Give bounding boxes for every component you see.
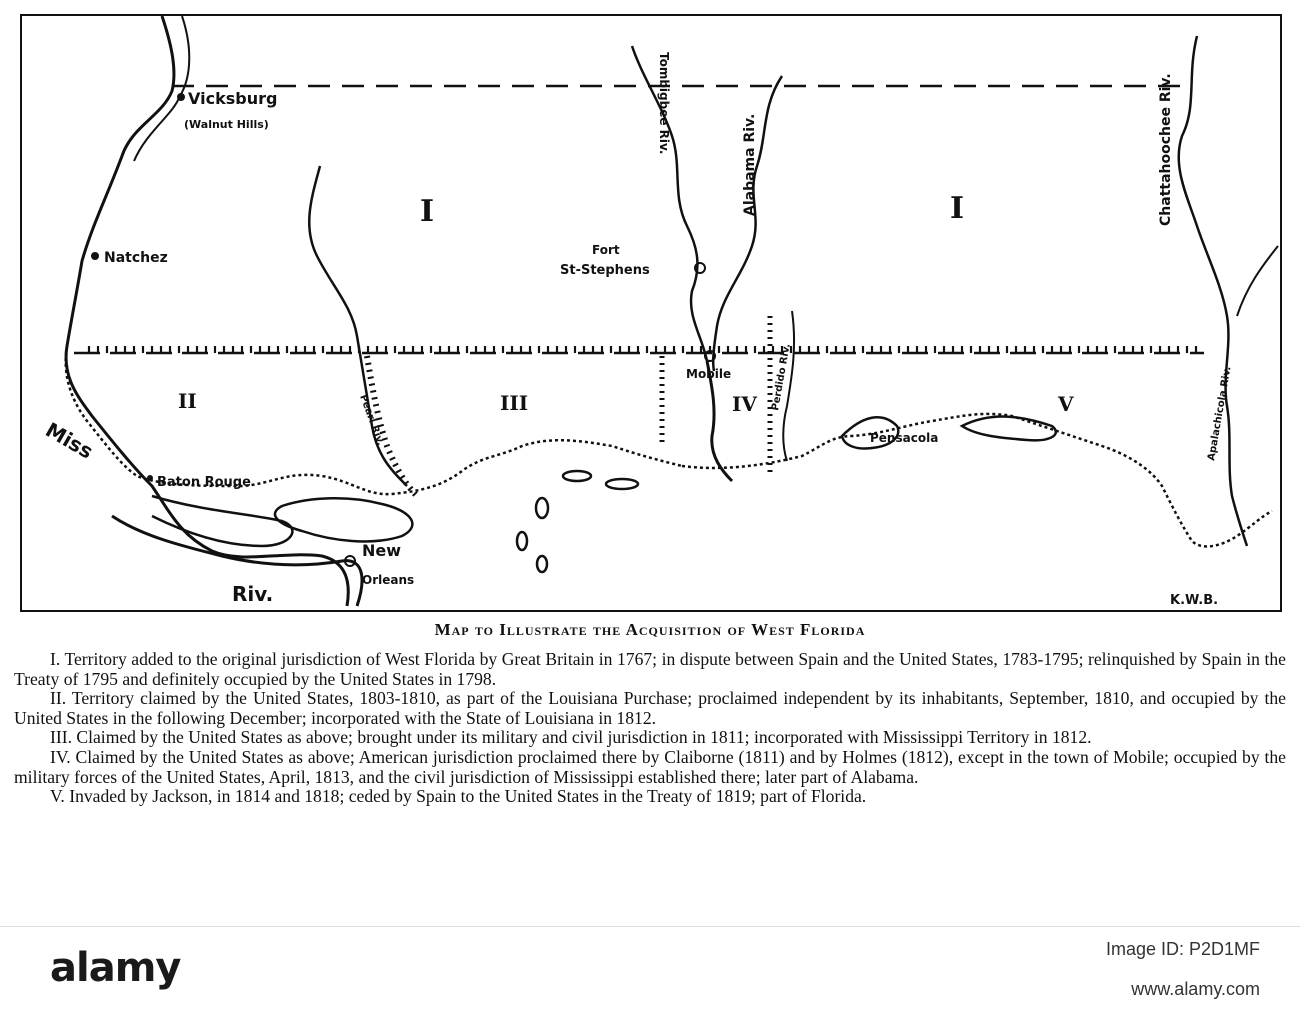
alabama-label: Alabama Riv. <box>742 113 758 216</box>
legend-item-v: V. Invaded by Jackson, in 1814 and 1818; ceded by Spain to the United States in the Treaty of 1819; part of Florida. <box>50 786 867 807</box>
barrier-island-4 <box>517 532 527 550</box>
region-iii: III <box>500 391 529 415</box>
pearl-label: Pearl Riv. <box>357 393 386 448</box>
map-drawing <box>22 16 1280 610</box>
new-label: New <box>362 541 402 560</box>
perdido-label: Perdido Riv. <box>770 342 793 412</box>
cartographer-signature: K.W.B. <box>1170 593 1219 608</box>
fort-label: Fort <box>592 243 620 257</box>
legend-item-i: I. Territory added to the original jurisdiction of West Florida by Great Britain in 1767; in dispute between Spain and the United States, 1783-1795; relinquished by Spain in the Treaty of 1795 and definitely occupied by the United States in 1798. <box>14 649 1286 689</box>
vicksburg-marker <box>177 93 185 101</box>
watermark-banner <box>0 926 1300 1018</box>
pearl-river <box>309 166 407 486</box>
barrier-island-1 <box>563 471 591 481</box>
legend-item-iii: III. Claimed by the United States as above; brought under its military and civil jurisdiction in 1811; incorporated with Mississippi Territory in 1812. <box>50 727 1092 748</box>
vicksburg-label: Vicksburg <box>188 89 278 108</box>
apalachicola-label: Apalachicola Riv. <box>1206 365 1234 462</box>
region-ii: II <box>178 389 197 413</box>
pensacola-label: Pensacola <box>870 431 939 445</box>
barrier-island-3 <box>536 498 548 518</box>
mobile-label: Mobile <box>686 367 732 381</box>
lake-pontchartrain <box>275 498 412 541</box>
tombigbee-label: Tombigbee Riv. <box>657 52 671 155</box>
st-stephens-label: St-Stephens <box>560 263 650 278</box>
baton-rouge-marker <box>147 475 153 481</box>
mississippi-river-bank <box>134 16 189 161</box>
riv-label: Riv. <box>232 582 274 606</box>
choctawhatchee-bay <box>962 417 1056 441</box>
legend-item-ii: II. Territory claimed by the United States, 1803-1810, as part of the Louisiana Purchase; proclaimed independent by its inhabitants, September, 1810, and occupied by the United States in the following December; incorporated with the State of Louisiana in 1812. <box>14 688 1286 728</box>
image-id: Image ID: P2D1MF <box>1105 939 1260 959</box>
alamy-logo[interactable]: alamy <box>50 945 181 991</box>
map-legend <box>14 650 1286 807</box>
legend-item-iv: IV. Claimed by the United States as above; American jurisdiction proclaimed there by Claiborne (1811) and by Holmes (1812), except in the town of Mobile; occupied by the military forces of the United States, April, 1813, and the civil jurisdiction of Mississippi established there; later part of Alabama. <box>14 746 1286 787</box>
barrier-island-5 <box>537 556 547 572</box>
site-link[interactable]: www.alamy.com <box>1131 979 1260 999</box>
region-i-east: I <box>950 191 965 226</box>
flint-river <box>1237 246 1278 316</box>
region-v: V <box>1058 392 1074 416</box>
region-iv: IV <box>732 392 757 416</box>
chattahoochee-label: Chattahoochee Riv. <box>1158 73 1174 226</box>
walnut-hills-label: (Walnut Hills) <box>184 118 269 131</box>
map-frame <box>20 14 1282 612</box>
baton-rouge-label: Baton Rouge <box>157 475 251 490</box>
barrier-island-2 <box>606 479 638 489</box>
lake-borgne <box>152 496 292 546</box>
region-i-west: I <box>420 194 435 229</box>
natchez-label: Natchez <box>104 250 168 266</box>
south-boundary-line <box>74 346 1204 353</box>
miss-label: Miss <box>41 417 98 464</box>
chattahoochee-river <box>1179 36 1247 546</box>
map-caption: Map to Illustrate the Acquisition of West Florida <box>434 620 866 639</box>
orleans-label: Orleans <box>362 573 415 587</box>
natchez-marker <box>91 252 99 260</box>
